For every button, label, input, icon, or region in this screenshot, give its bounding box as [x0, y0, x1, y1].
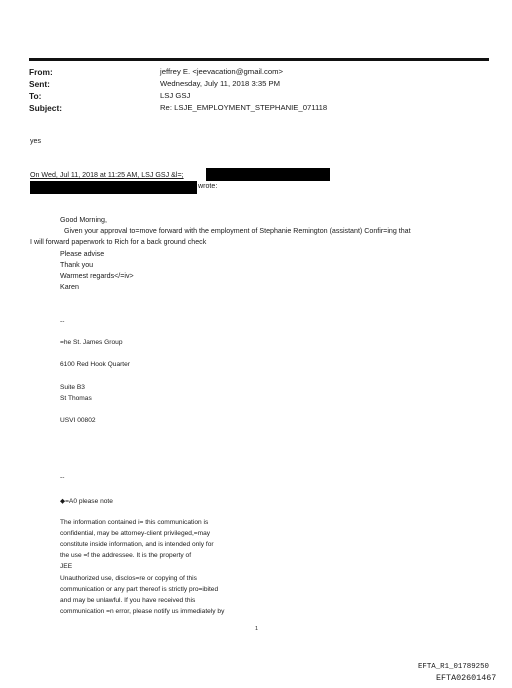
body-line-2: I will forward paperwork to Rich for a back ground check	[30, 238, 207, 246]
address-line-1: 6100 Red Hook Quarter	[60, 361, 131, 368]
greeting: Good Morning,	[60, 216, 107, 224]
body-line-1: Given your approval to=move forward with the employment of Stephanie Remington (assistant) Confir=ing that	[64, 227, 411, 235]
quoted-on-line: On Wed, Jul 11, 2018 at 11:25 AM, LSJ GSJ &l=;	[30, 171, 184, 179]
sent-label: Sent:	[29, 79, 50, 89]
page-number: 1	[255, 626, 259, 632]
subject-value: Re: LSJE_EMPLOYMENT_STEPHANIE_071118	[160, 103, 328, 112]
disclaimer-line: the use =f the addressee. It is the property of	[60, 552, 192, 559]
redaction-box	[206, 168, 330, 181]
separator: --	[60, 318, 65, 325]
org-name: =he St. James Group	[60, 339, 123, 346]
address-line-2: Suite B3	[60, 384, 85, 391]
regards: Warmest regards</=iv>	[60, 272, 134, 280]
disclaimer-line: JEE	[60, 563, 73, 570]
address-line-4: USVI 00802	[60, 417, 96, 424]
note-line: ◆=A0 please note	[60, 498, 113, 505]
disclaimer-line: Unauthorized use, disclos=re or copying of this	[60, 575, 197, 582]
sender-name: Karen	[60, 283, 79, 291]
quoted-wrote: wrote:	[198, 182, 218, 190]
reply-text: yes	[30, 137, 42, 145]
bates-number-2: EFTA02601467	[436, 673, 497, 683]
to-label: To:	[29, 91, 42, 101]
separator: --	[60, 474, 65, 481]
address-line-3: St Thomas	[60, 395, 92, 402]
from-value: jeffrey E. <jeevacation@gmail.com>	[160, 67, 284, 76]
sent-value: Wednesday, July 11, 2018 3:35 PM	[160, 79, 281, 88]
disclaimer-line: The information contained i= this communication is	[60, 519, 209, 526]
redaction-box	[30, 181, 197, 194]
disclaimer-line: communication or any part thereof is strictly pro=ibited	[60, 586, 219, 593]
subject-label: Subject:	[29, 103, 63, 113]
bates-number-1: EFTA_R1_01789250	[418, 663, 489, 671]
thank-you: Thank you	[60, 261, 94, 269]
disclaimer-line: communication =n error, please notify us immediately by	[60, 608, 225, 615]
disclaimer-line: confidential, may be attorney-client privileged,=may	[60, 530, 211, 537]
please-advise: Please advise	[60, 250, 105, 258]
from-label: From:	[29, 67, 53, 77]
to-value: LSJ GSJ	[160, 91, 191, 100]
disclaimer-line: and may be unlawful. If you have received this	[60, 597, 196, 604]
header-rule	[29, 58, 489, 61]
disclaimer-line: constitute inside information, and is intended only for	[60, 541, 214, 548]
